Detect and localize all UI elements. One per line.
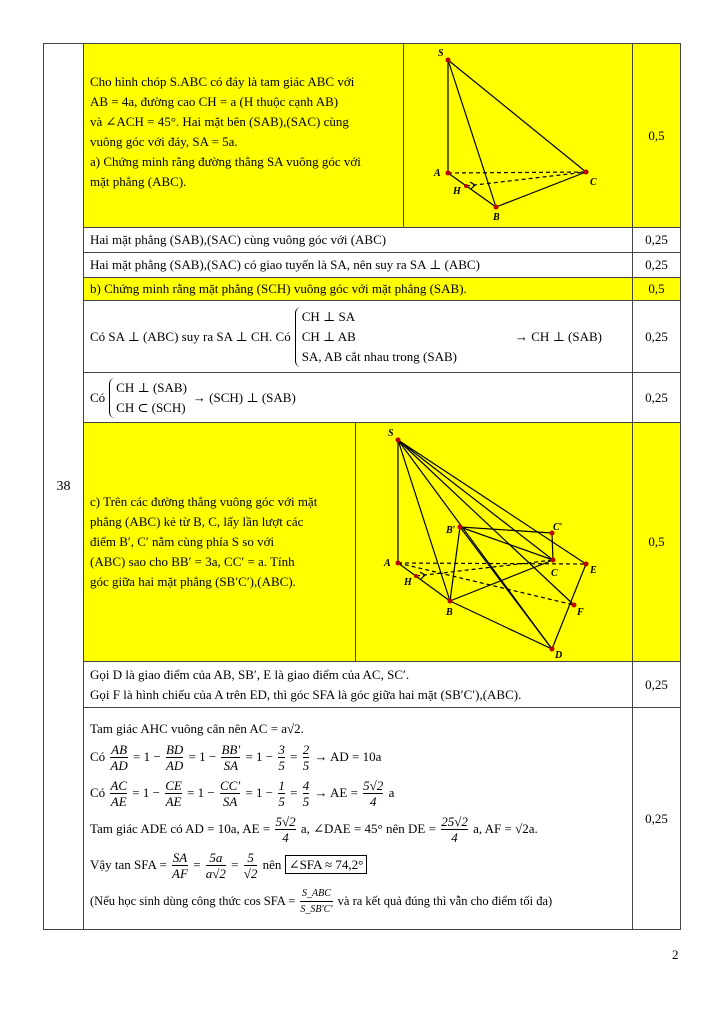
step-a2: Hai mặt phẳng (SAB),(SAC) có giao tuyến là SA, nên suy ra SA ⊥ (ABC) (84, 253, 633, 278)
solution-table (43, 43, 681, 930)
fraction: $\frac{\text{S\_ABC}}{S\_SB'C'}$ (300, 888, 333, 916)
fraction: $\frac{AB}{AD}$ (110, 742, 128, 774)
step-c1 (84, 662, 633, 708)
score-step-b1: 0,25 (633, 301, 681, 373)
c2-line-3: Có $\frac{AC}{AE}$ = 1 − $\frac{CE}{AE}$ = 1 − $\frac{CC'}{SA}$ = 1 − $\frac{1}{5}$ = $\frac{4}{5}$ → AE = $\frac{5√2}{4}$ a (90, 778, 395, 810)
part-a-line: a) Chứng minh rằng đường thẳng SA vuông góc với (90, 154, 361, 169)
extended-pyramid-diagram (356, 423, 632, 661)
sys-line: CH ⊂ (SCH) (116, 399, 186, 415)
part-c-cell (84, 423, 633, 662)
part-a-line: mặt phẳng (ABC). (90, 174, 187, 189)
pyramid-figure-c (356, 423, 632, 661)
fraction: $\frac{5}{√2}$ (243, 850, 258, 882)
label-D: D (555, 650, 563, 661)
score-step-a1: 0,25 (633, 228, 681, 253)
c2-line-5: Vậy tan SFA = $\frac{SA}{AF}$ = $\frac{5a}{a√2}$ = $\frac{5}{√2}$ nên ∠SFA ≈ 74,2° (90, 847, 626, 883)
label-S: S (388, 428, 394, 439)
c2-lead: Có (90, 784, 106, 800)
sys-line: CH ⊥ (SAB) (116, 379, 187, 395)
label-F: F (577, 607, 584, 618)
score-step-c2: 0,25 (633, 708, 681, 930)
fraction: $\frac{BD}{AD}$ (165, 742, 184, 774)
score-part-b: 0,5 (633, 278, 681, 301)
score-part-a: 0,5 (633, 44, 681, 228)
step-c1-line: Gọi F là hình chiếu của A trên ED, thì góc SFA là góc giữa hai mặt (SB′C′),(ABC). (90, 686, 522, 702)
label-S: S (438, 48, 444, 59)
step-c2 (84, 708, 633, 930)
step-c1-line: Gọi D là giao điểm của AB, SB′, E là giao điểm của AC, SC′. (90, 666, 410, 682)
fraction: $\frac{5√2}{4}$ (363, 778, 384, 810)
fraction: $\frac{2}{5}$ (302, 742, 310, 774)
fraction: $\frac{CE}{AE}$ (165, 778, 182, 810)
c2-line-6: (Nếu học sinh dùng công thức cos SFA = $\frac{\text{S\_ABC}}{S\_SB'C'}$ và ra kết quả đúng thì vẫn cho điểm tối đa) (90, 888, 553, 916)
fraction: $\frac{1}{5}$ (278, 778, 285, 810)
score-step-c1: 0,25 (633, 662, 681, 708)
label-B: B (493, 212, 500, 223)
label-Cprime: C′ (553, 522, 563, 533)
c2-line-1: Tam giác AHC vuông cân nên AC = a√2. (90, 720, 304, 736)
c2-lead: Có (90, 748, 106, 764)
part-a-line: AB = 4a, đường cao CH = a (H thuộc cạnh AB) (90, 94, 339, 109)
part-a-line: vuông góc với đáy, SA = 5a. (90, 134, 238, 149)
step-a1: Hai mặt phẳng (SAB),(SAC) cùng vuông góc với (ABC) (84, 228, 633, 253)
sys-line: CH ⊥ AB (301, 328, 356, 344)
final-answer-box: ∠SFA ≈ 74,2° (285, 855, 368, 874)
fraction: $\frac{5a}{a√2}$ (205, 850, 226, 882)
part-b-statement: b) Chứng minh rằng mặt phẳng (SCH) vuông góc với mặt phẳng (SAB). (84, 278, 633, 301)
label-H: H (404, 577, 412, 588)
fraction: $\frac{BB'}{SA}$ (221, 742, 241, 774)
part-c-text (84, 423, 356, 661)
step-b2-result: → (SCH) ⊥ (SAB) (192, 389, 296, 405)
part-a-line: và ∠ACH = 45°. Hai mặt bên (SAB),(SAC) cùng (90, 114, 349, 129)
pyramid-figure-a (404, 44, 632, 227)
step-b2-system (109, 378, 187, 418)
c2-line-2: Có $\frac{AB}{AD}$ = 1 − $\frac{BD}{AD}$ = 1 − $\frac{BB'}{SA}$ = 1 − $\frac{3}{5}$ = $\frac{2}{5}$ → AD = 10a (90, 742, 382, 774)
fraction: $\frac{CC'}{SA}$ (220, 778, 241, 810)
label-E: E (590, 565, 597, 576)
fraction: $\frac{5√2}{4}$ (275, 814, 296, 846)
score-part-c: 0,5 (633, 423, 681, 662)
page-number: 2 (672, 947, 679, 962)
step-b1-lead: Có SA ⊥ (ABC) suy ra SA ⊥ CH. Có (90, 328, 291, 344)
fraction: $\frac{AC}{AE}$ (110, 778, 128, 810)
score-step-a2: 0,25 (633, 253, 681, 278)
part-a-text (84, 44, 404, 227)
part-a-line: Cho hình chóp S.ABC có đáy là tam giác ABC với (90, 74, 355, 89)
sys-line: CH ⊥ SA (301, 308, 356, 324)
step-b1 (84, 301, 633, 373)
pyramid-diagram (404, 44, 632, 227)
part-c-line: điểm B′, C′ nằm cùng phía S so với (90, 534, 275, 549)
label-A: A (384, 558, 391, 569)
sys-line: SA, AB cắt nhau trong (SAB) (301, 348, 457, 364)
label-Bprime: B′ (446, 525, 456, 536)
step-b2 (84, 373, 633, 423)
step-b1-result: → CH ⊥ (SAB) (515, 328, 602, 344)
label-B: B (446, 607, 453, 618)
fraction: $\frac{4}{5}$ (302, 778, 310, 810)
fraction: $\frac{25√2}{4}$ (441, 814, 468, 846)
part-c-line: (ABC) sao cho BB′ = 3a, CC′ = a. Tính (90, 554, 295, 569)
part-c-line: phẳng (ABC) kẻ từ B, C, lấy lần lượt các (90, 514, 304, 529)
label-A: A (434, 168, 441, 179)
step-b2-lead: Có (90, 389, 106, 405)
question-number: 38 (44, 44, 84, 930)
label-C: C (551, 568, 558, 579)
c2-line-4: Tam giác ADE có AD = 10a, AE = $\frac{5√2}{4}$ a, ∠DAE = 45° nên DE = $\frac{25√2}{4}$ a, AF = √2a. (90, 814, 538, 846)
score-step-b2: 0,25 (633, 373, 681, 423)
label-H: H (453, 186, 461, 197)
part-c-line: góc giữa hai mặt phẳng (SB′C′),(ABC). (90, 574, 296, 589)
part-c-line: c) Trên các đường thẳng vuông góc với mặt (90, 494, 318, 509)
fraction: $\frac{SA}{AF}$ (172, 850, 188, 882)
label-C: C (590, 177, 597, 188)
step-b1-system (295, 307, 457, 367)
fraction: $\frac{3}{5}$ (278, 742, 285, 774)
part-a-cell (84, 44, 633, 228)
